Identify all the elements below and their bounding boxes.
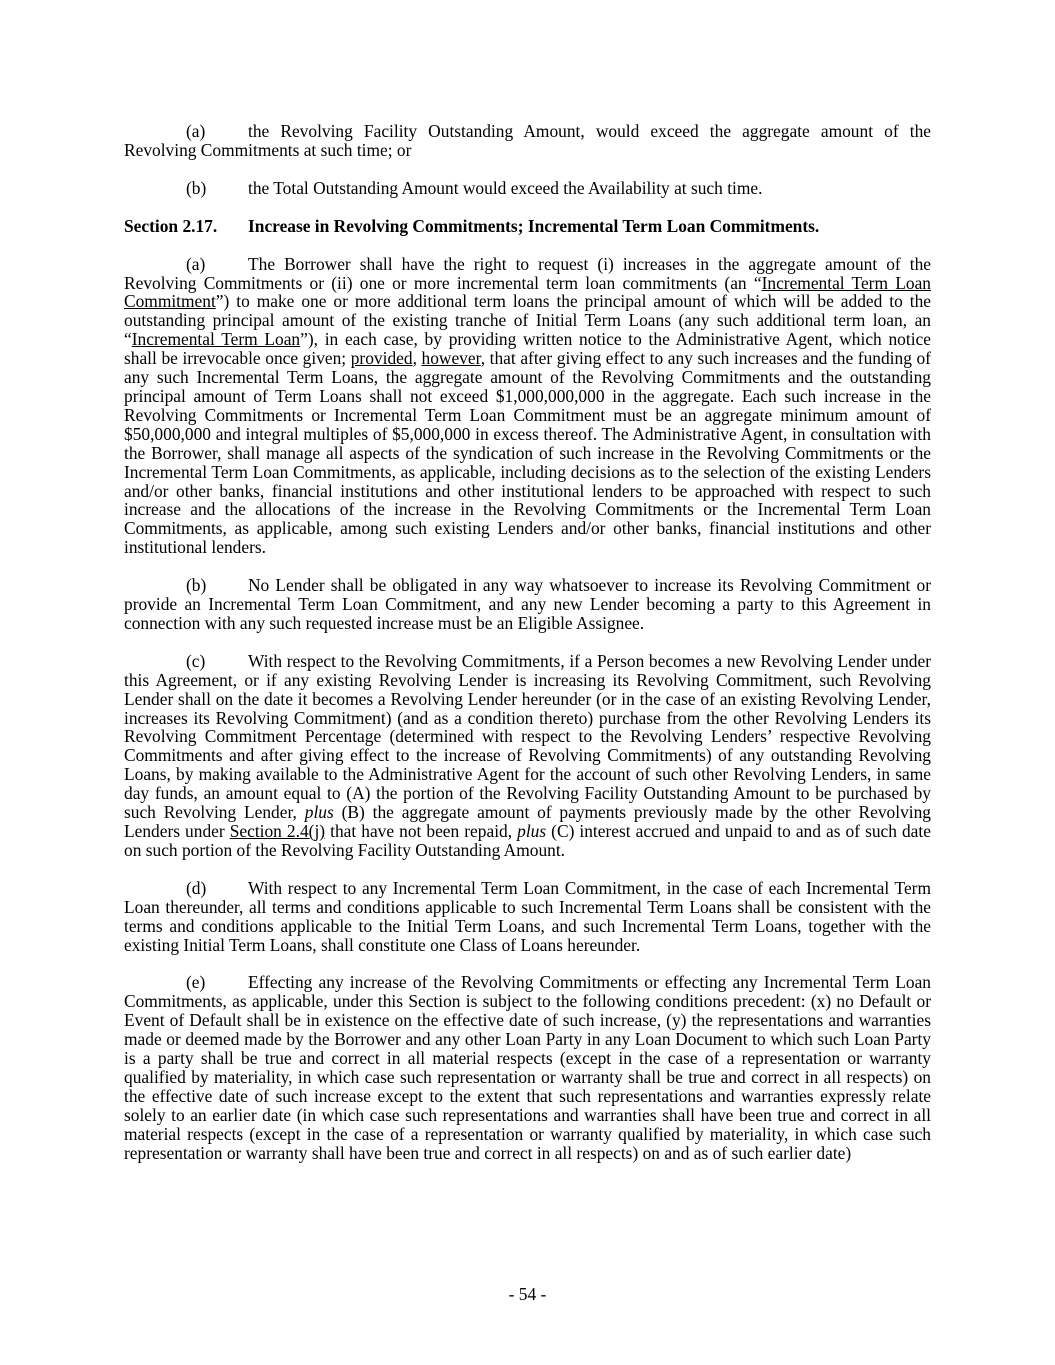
paragraph-text: (B) the aggregate amount of payments previously made by the other Revolving Lenders under: [124, 802, 931, 841]
emphasis-term: however: [421, 348, 481, 369]
clause-label: (b): [186, 177, 207, 198]
paragraph-d: [124, 879, 931, 955]
section-reference: Section 2.4(j): [229, 821, 326, 841]
paragraph-text: With respect to the Revolving Commitments, if a Person becomes a new Revolving Lender under this Agreement, or if any existing Revolving Lender is increasing its Revolving Commitment, such Revolving Lender shall on the date it becomes a Revolving Lender hereunder (or in the case of an existing Revolving Lender, increases its Revolving Commitment) (and as a condition thereto) purchase from the other Revolving Lenders its Revolving Commitment Percentage (determined with respect to the Revolving Lenders’ respective Revolving Commitments and after giving effect to the increase of Revolving Commitments) of any outstanding Revolving Loans, by making available to the Administrative Agent for the account of such other Revolving Lenders, in same day funds, an amount equal to (A) the portion of the Revolving Facility Outstanding Amount to be purchased by such Revolving Lender,: [124, 650, 931, 823]
paragraph-text: With respect to any Incremental Term Loan Commitment, in the case of each Incremental Term Loan thereunder, all terms and conditions applicable to such Incremental Term Loans shall be consistent with the terms and conditions applicable to the Initial Term Loans, and such Incremental Term Loans, together with the existing Initial Term Loans, shall constitute one Class of Loans hereunder.: [124, 877, 931, 955]
paragraph-text: (C) interest accrued and unpaid to and as of such date on such portion of the Revolving Facility Outstanding Amount.: [124, 821, 931, 860]
paragraph-text: ”), in each case, by providing written notice to the Administrative Agent, which notice shall be irrevocable once given;: [124, 329, 931, 369]
emphasis-term: plus: [304, 802, 334, 823]
clause-text: the Revolving Facility Outstanding Amount, would exceed the aggregate amount of the Revolving Commitments at such time; or: [124, 121, 931, 160]
paragraph-text: No Lender shall be obligated in any way whatsoever to increase its Revolving Commitment or provide an Incremental Term Loan Commitment, and any new Lender becoming a party to this Agreement in connection with any such requested increase must be an Eligible Assignee.: [124, 575, 931, 633]
paragraph-text: ”) to make one or more additional term loans the principal amount of which will be added to the outstanding principal amount of the existing tranche of Initial Term Loans (any such additional term loan, an “: [124, 291, 931, 350]
paragraph-label: (c): [186, 650, 206, 671]
document-page: [124, 122, 931, 1182]
paragraph-e: [124, 973, 931, 1162]
paragraph-text: ,: [412, 348, 417, 369]
section-title: Increase in Revolving Commitments; Incremental Term Loan Commitments.: [248, 215, 820, 236]
emphasis-term: plus: [517, 821, 547, 841]
paragraph-a: [124, 255, 931, 558]
paragraph-label: (a): [186, 253, 206, 274]
paragraph-label: (d): [186, 877, 207, 898]
clause-text: the Total Outstanding Amount would exceed the Availability at such time.: [248, 177, 763, 198]
page-number: - 54 -: [508, 1284, 547, 1304]
emphasis-term: provided: [350, 348, 413, 369]
paragraph-text: Effecting any increase of the Revolving Commitments or effecting any Incremental Term Loan Commitments, as applicable, under this Section is subject to the following conditions precedent: (x) no Default or Event of Default shall be in existence on the effective date of such increase, (y) the representations and warranties made or deemed made by the Borrower and any other Loan Party in any Loan Document to which such Loan Party is a party shall be true and correct in all material respects (except in the case of a representation or warranty qualified by materiality, in which case such representation or warranty shall be true and correct in all respects) on the effective date of such increase except to the extent that such representations and warranties expressly relate solely to an earlier date (in which case such representations and warranties shall have been true and correct in all material respects (except in the case of a representation or warranty qualified by materiality, in which case such representation or warranty shall have been true and correct in all respects) on and as of such earlier date): [124, 972, 931, 1163]
section-heading: [124, 217, 931, 236]
paragraph-b: [124, 576, 931, 633]
clause-intro-b: [124, 179, 931, 198]
clause-intro-a: [124, 122, 931, 160]
section-number: Section 2.17.: [124, 215, 218, 236]
paragraph-text: that have not been repaid,: [330, 821, 513, 841]
defined-term: Incremental Term Loan: [131, 329, 301, 350]
paragraph-label: (b): [186, 575, 207, 596]
paragraph-label: (e): [186, 972, 206, 993]
paragraph-c: [124, 652, 931, 860]
defined-term: Incremental Term Loan Commitment: [124, 272, 931, 312]
paragraph-text: The Borrower shall have the right to request (i) increases in the aggregate amount of the Revolving Commitments or (ii) one or more incremental term loan commitments (an “: [124, 253, 931, 293]
paragraph-text: , that after giving effect to any such increases and the funding of any such Incremental Term Loans, the aggregate amount of the Revolving Commitments and the outstanding principal amount of Term Loans shall not exceed $1,000,000,000 in the aggregate. Each such increase in the Revolving Commitments or Incremental Term Loan Commitment must be an aggregate minimum amount of $50,000,000 and integral multiples of $5,000,000 in excess thereof. The Administrative Agent, in consultation with the Borrower, shall manage all aspects of the syndication of such increase in the Revolving Commitments or the Incremental Term Loan Commitments, as applicable, including decisions as to the selection of the existing Lenders and/or other banks, financial institutions and other institutional lenders to be approached with respect to such increase and the allocations of the increase in the Revolving Commitments or the Incremental Term Loan Commitments, as applicable, among such existing Lenders and/or other banks, financial institutions and other institutional lenders.: [124, 348, 931, 558]
clause-label: (a): [186, 121, 206, 141]
